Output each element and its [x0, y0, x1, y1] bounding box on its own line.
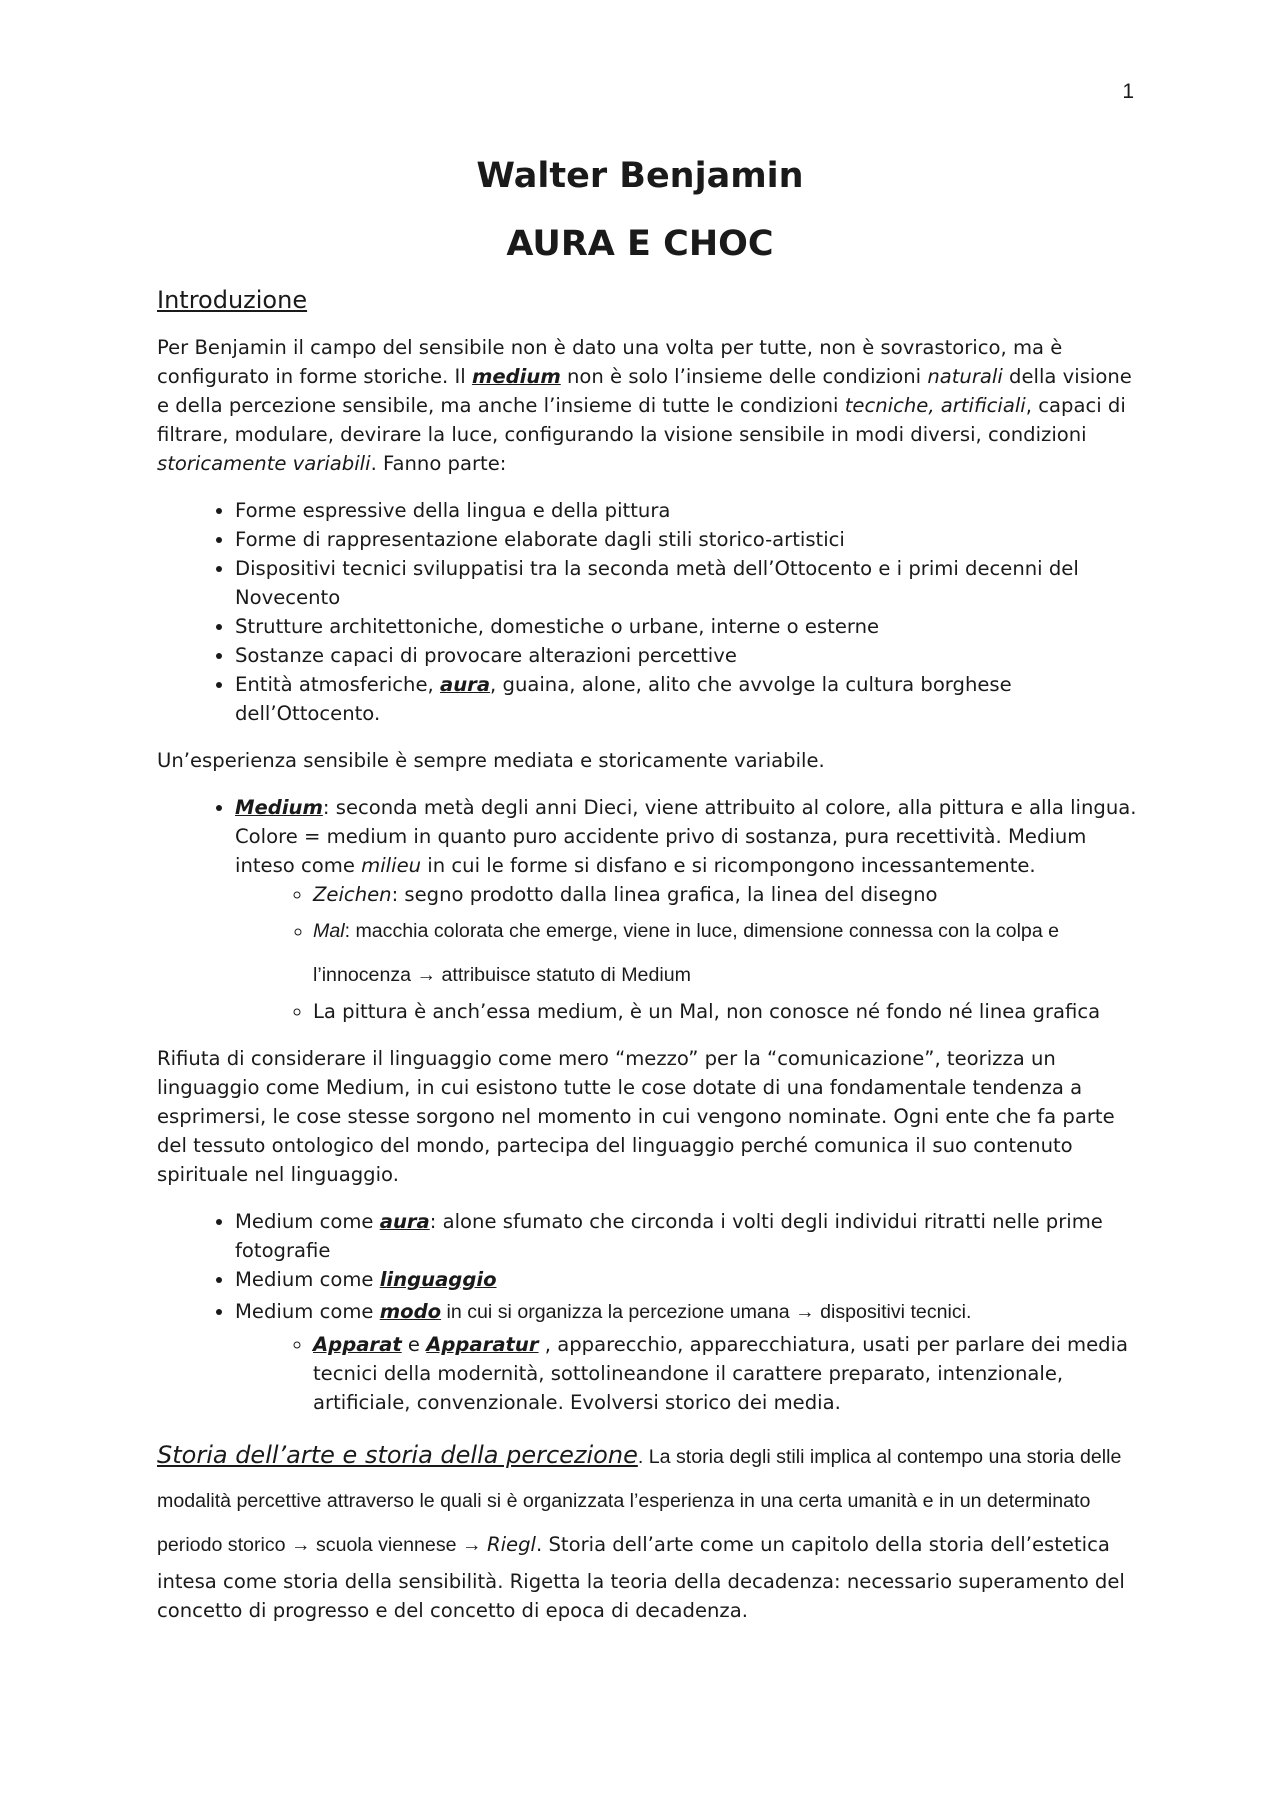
- list-item: • Forme di rappresentazione elaborate dagli stili storico-artistici: [235, 525, 1137, 554]
- list-item: • Sostanze capaci di provocare alterazioni percettive: [235, 641, 1137, 670]
- storia-heading: Storia dell’arte e storia della percezione: [157, 1441, 638, 1469]
- list-item: • Strutture architettoniche, domestiche o urbane, interne o esterne: [235, 612, 1137, 641]
- list-item: ◦ Mal: macchia colorata che emerge, viene in luce, dimensione connessa con la colpa e l’innocenza → attribuisce statuto di Medium: [313, 909, 1137, 997]
- list-item: • Medium come linguaggio: [235, 1265, 1137, 1294]
- list-item: • Medium come modo in cui si organizza la percezione umana → dispositivi tecnici. ◦ Apparat e Apparatur , apparecchio, apparecchiatura, usati per parlare dei media tecnici della modernità, sottolineandone il carattere preparato, intenzionale, artificiale, convenzionale. Evolversi storico dei media.: [235, 1294, 1137, 1417]
- naturali-term: naturali: [927, 365, 1003, 388]
- list-item: • Forme espressive della lingua e della pittura: [235, 496, 1137, 525]
- language-paragraph: Rifiuta di considerare il linguaggio come mero “mezzo” per la “comunicazione”, teorizza un linguaggio come Medium, in cui esistono tutte le cose dotate di una fondamentale tendenza a esprimersi, le cose stesse sorgono nel momento in cui vengono nominate. Ogni ente che fa parte del tessuto ontologico del mondo, partecipa del linguaggio perché comunica il suo contenuto spirituale nel linguaggio.: [157, 1047, 1115, 1186]
- intro-paragraph: Per Benjamin il campo del sensibile non è dato una volta per tutte, non è sovrastorico, ma è configurato in forme storiche. Il medium non è solo l’insieme delle condizioni naturali della visione e della percezione sensibile, ma anche l’insieme di tutte le condizioni tecniche, artificiali, capaci di filtrare, modulare, devirare la luce, configurando la visione sensibile in modi diversi, condizioni storicamente variabili. Fanno parte:: [157, 336, 1132, 475]
- apparat-sublist: [235, 1330, 1137, 1417]
- medium-list: [157, 793, 1137, 1026]
- medium-sublist: [235, 880, 1137, 1026]
- storicamente-term: storicamente variabili: [157, 452, 371, 475]
- list-item: • Dispositivi tecnici sviluppatisi tra la seconda metà dell’Ottocento e i primi decenni del Novecento: [235, 554, 1137, 612]
- document-title: Walter Benjamin: [476, 156, 804, 196]
- list-item: • Entità atmosferiche, aura, guaina, alone, alito che avvolge la cultura borghese dell’Ottocento.: [235, 670, 1137, 728]
- list-item: ◦ Zeichen: segno prodotto dalla linea grafica, la linea del disegno: [313, 880, 1137, 909]
- intro-heading: Introduzione: [157, 286, 308, 314]
- milieu-term: milieu: [361, 854, 422, 877]
- page-number: 1: [1122, 80, 1134, 103]
- document-body: [157, 286, 1137, 1643]
- forms-list: [157, 496, 1137, 728]
- medium-label: Medium: [235, 796, 323, 819]
- aura-term: aura: [439, 673, 491, 696]
- medium-types-list: [157, 1207, 1137, 1417]
- list-item: • Medium come aura: alone sfumato che circonda i volti degli individui ritratti nelle prime fotografie: [235, 1207, 1137, 1265]
- experience-paragraph: Un’esperienza sensibile è sempre mediata e storicamente variabile.: [157, 749, 825, 772]
- list-item: • Medium: seconda metà degli anni Dieci, viene attribuito al colore, alla pittura e alla lingua. Colore = medium in quanto puro accidente privo di sostanza, pura recettività. Medium inteso come milieu in cui le forme si disfano e si ricompongono incessantemente. ◦ Zeichen: segno prodotto dalla linea grafica, la linea del disegno ◦ Mal: macchia colorata che emerge, viene in luce, dimensione connessa con la colpa e l’innocenza → attribuisce statuto di Medium ◦ La pittura è anch’essa medium, è un Mal, non conosce né fondo né linea grafica: [235, 793, 1137, 1026]
- tecniche-term: tecniche, artificiali: [844, 394, 1026, 417]
- medium-term: medium: [471, 365, 561, 388]
- document-subtitle: AURA E CHOC: [506, 224, 774, 264]
- list-item: ◦ La pittura è anch’essa medium, è un Mal, non conosce né fondo né linea grafica: [313, 997, 1137, 1026]
- list-item: ◦ Apparat e Apparatur , apparecchio, apparecchiatura, usati per parlare dei media tecnici della modernità, sottolineandone il carattere preparato, intenzionale, artificiale, convenzionale. Evolversi storico dei media.: [313, 1330, 1137, 1417]
- final-paragraph: Storia dell’arte e storia della percezione. La storia degli stili implica al contempo una storia delle modalità percettive attraverso le quali si è organizzata l’esperienza in una certa umanità e in un determinato periodo storico → scuola viennese → Riegl. Storia dell’arte come un capitolo della storia dell’estetica intesa come storia della sensibilità. Rigetta la teoria della decadenza: necessario superamento del concetto di progresso e del concetto di epoca di decadenza.: [157, 1441, 1125, 1622]
